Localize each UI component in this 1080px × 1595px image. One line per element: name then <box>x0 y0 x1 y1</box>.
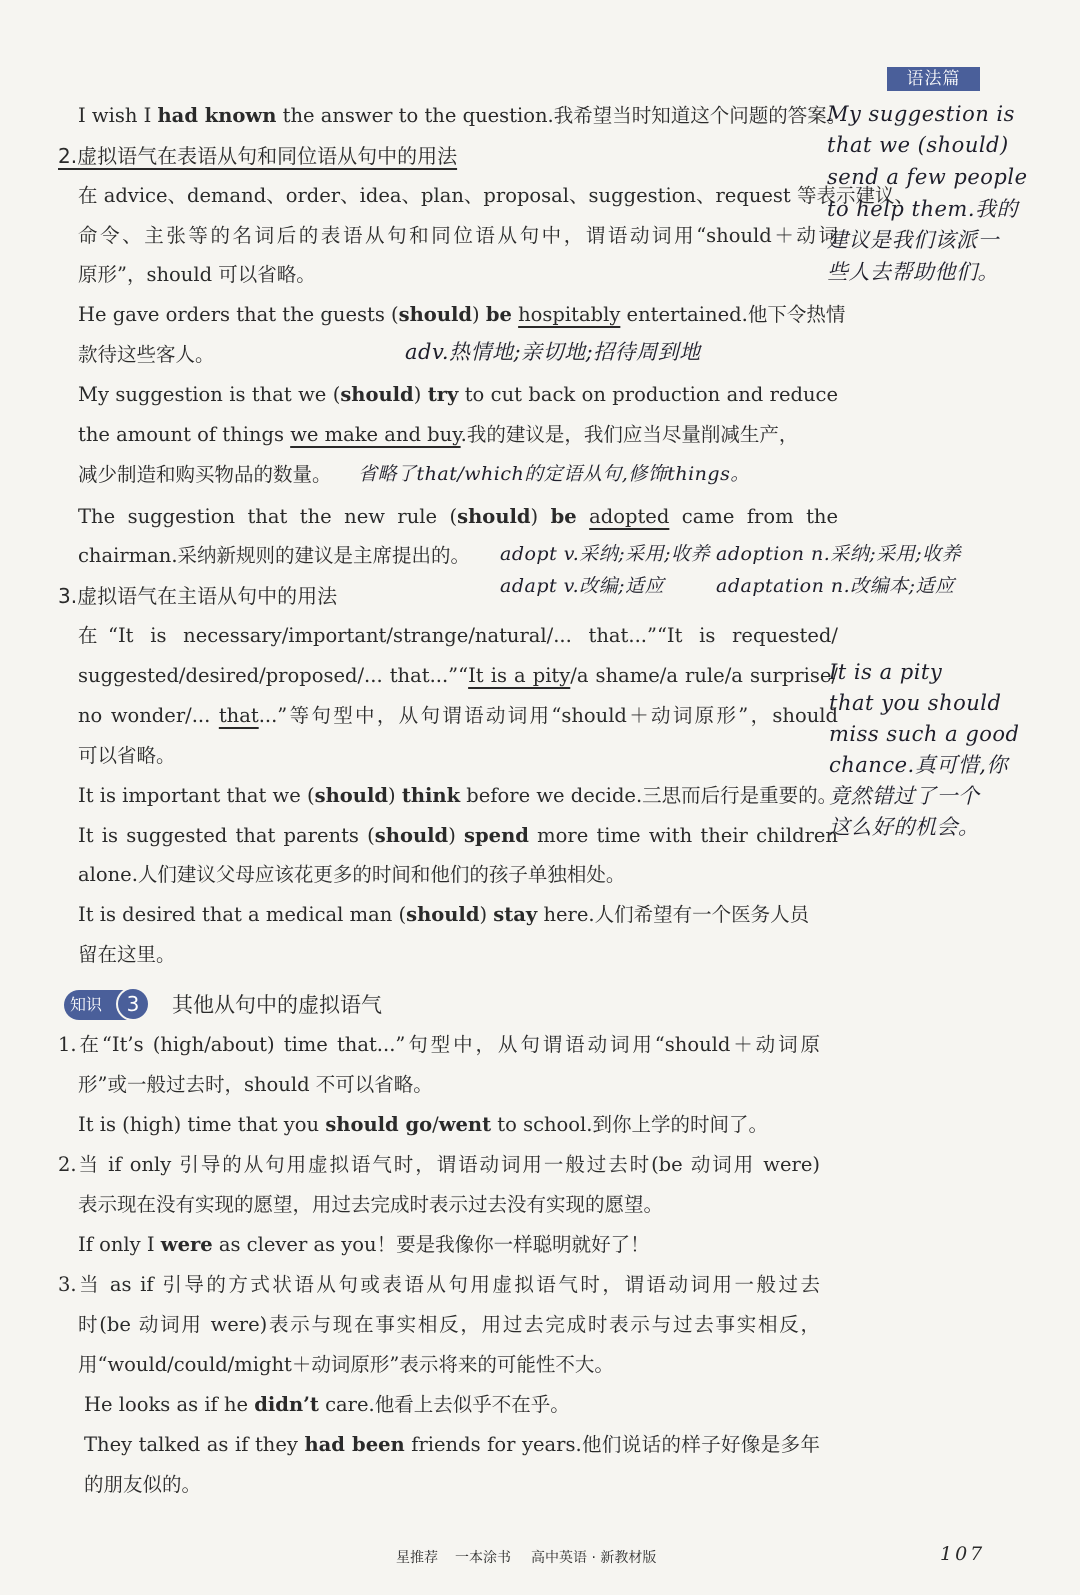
badge-label: 知识 <box>70 995 103 1014</box>
paragraph-line: 形”或一般过去时，should 不可以省略。 <box>78 1073 433 1096</box>
example-line: My suggestion is that we (should) try to cut back on production and reduce <box>78 383 838 406</box>
note-line: It is a pity <box>829 660 943 684</box>
note-line: chance.真可惜,你 <box>829 753 1008 777</box>
page-number: 107 <box>940 1543 986 1565</box>
paragraph-line: 用“would/could/might＋动词原形”表示将来的可能性不大。 <box>78 1353 614 1376</box>
section-tag: 语法篇 <box>887 67 980 91</box>
note-line: that we (should) <box>827 133 1009 157</box>
example-line: They talked as if they had been friends for years.他们说话的样子好像是多年 <box>84 1433 820 1456</box>
example-line: alone.人们建议父母应该花更多的时间和他们的孩子单独相处。 <box>78 863 626 886</box>
note-line: to help them.我的 <box>827 197 1019 221</box>
example-line: chairman.采纳新规则的建议是主席提出的。 <box>78 544 471 567</box>
text: the answer to the question.我希望当时知道这个问题的答案。 <box>276 104 847 127</box>
footer-book: 一本涂书 <box>455 1550 511 1566</box>
note-line: 这么好的机会。 <box>829 815 980 839</box>
paragraph-line: 1.在“It’s (high/about) time that...”句型中，从句谓语动词用“should＋动词原 <box>58 1033 820 1056</box>
heading-text: 2.虚拟语气在表语从句和同位语从句中的用法 <box>58 144 458 168</box>
example-line: If only I were as clever as you！要是我像你一样聪明就好了！ <box>78 1233 650 1256</box>
example-line: He looks as if he didn’t care.他看上去似乎不在乎。 <box>84 1393 570 1416</box>
heading-2 <box>58 142 457 170</box>
text: I wish I <box>78 104 158 127</box>
underlined-word: hospitably <box>518 303 621 326</box>
handwritten-note-adv: adv.热情地;亲切地;招待周到地 <box>405 340 701 364</box>
example-line <box>78 102 846 130</box>
example-line: 留在这里。 <box>78 943 176 966</box>
paragraph-line: 原形”，should 可以省略。 <box>78 263 316 286</box>
underlined-phrase: we make and buy <box>290 423 461 446</box>
underlined-word: adopted <box>589 505 670 528</box>
note-line: 竟然错过了一个 <box>829 784 980 808</box>
example-line: It is desired that a medical man (should) stay here.人们希望有一个医务人员 <box>78 903 810 926</box>
example-line: the amount of things we make and buy.我的建议是，我们应当尽量削减生产， <box>78 423 799 446</box>
note-line: send a few people <box>827 165 1028 189</box>
bold-text: had known <box>157 104 277 127</box>
handwritten-note-adoption: adoption n.采纳;采用;收养 <box>716 543 962 565</box>
underlined-word: that <box>218 704 259 727</box>
paragraph-line: suggested/desired/proposed/... that...”“It is a pity/a shame/a rule/a surprise/ <box>78 664 839 687</box>
paragraph-line: 2.当 if only 引导的从句用虚拟语气时，谓语动词用一般过去时(be 动词用 were) <box>58 1153 820 1176</box>
paragraph-line: 命令、主张等的名词后的表语从句和同位语从句中，谓语动词用“should＋动词 <box>78 224 838 247</box>
example-line: It is suggested that parents (should) spend more time with their children <box>78 824 838 847</box>
example-line: 款待这些客人。 <box>78 343 215 366</box>
handwritten-note-adaptation: adaptation n.改编本;适应 <box>716 575 955 597</box>
handwritten-note-clause: 省略了that/which的定语从句,修饰things。 <box>358 463 750 485</box>
knowledge-badge <box>64 990 148 1020</box>
example-line: He gave orders that the guests (should) be hospitably entertained.他下令热情 <box>78 303 846 326</box>
footer-brand: 星推荐 <box>396 1550 438 1566</box>
section-title: 其他从句中的虚拟语气 <box>172 993 382 1017</box>
example-line: The suggestion that the new rule (should) be adopted came from the <box>78 505 839 528</box>
paragraph-line: 时(be 动词用 were)表示与现在事实相反，用过去完成时表示与过去事实相反， <box>78 1313 820 1336</box>
badge-number: 3 <box>116 987 150 1021</box>
note-line: My suggestion is <box>827 102 1015 126</box>
note-line: 建议是我们该派一 <box>827 228 999 252</box>
paragraph-line: 可以省略。 <box>78 744 176 767</box>
footer-subject: 高中英语 · 新教材版 <box>531 1550 657 1566</box>
paragraph-line: 在 advice、demand、order、idea、plan、proposal、suggestion、request 等表示建议、 <box>78 184 914 207</box>
note-line: miss such a good <box>829 722 1020 746</box>
note-line: 些人去帮助他们。 <box>827 260 999 284</box>
handwritten-note-adapt: adapt v.改编;适应 <box>500 575 665 597</box>
underlined-phrase: It is a pity <box>468 664 571 687</box>
example-line: It is important that we (should) think before we decide.三思而后行是重要的。 <box>78 784 838 807</box>
example-line: It is (high) time that you should go/went to school.到你上学的时间了。 <box>78 1113 768 1136</box>
example-line: 减少制造和购买物品的数量。 <box>78 463 332 486</box>
heading-3: 3.虚拟语气在主语从句中的用法 <box>58 584 338 608</box>
paragraph-line: 3.当 as if 引导的方式状语从句或表语从句用虚拟语气时，谓语动词用一般过去 <box>58 1273 820 1296</box>
handwritten-note-adopt: adopt v.采纳;采用;收养 <box>500 543 711 565</box>
paragraph-line: no wonder/... that...”等句型中，从句谓语动词用“should＋动词原形”，should <box>78 704 838 727</box>
note-line: that you should <box>829 691 1002 715</box>
paragraph-line: 在“It is necessary/important/strange/natural/... that...”“It is requested/ <box>78 624 838 647</box>
example-line: 的朋友似的。 <box>84 1473 202 1496</box>
paragraph-line: 表示现在没有实现的愿望，用过去完成时表示过去没有实现的愿望。 <box>78 1193 664 1216</box>
